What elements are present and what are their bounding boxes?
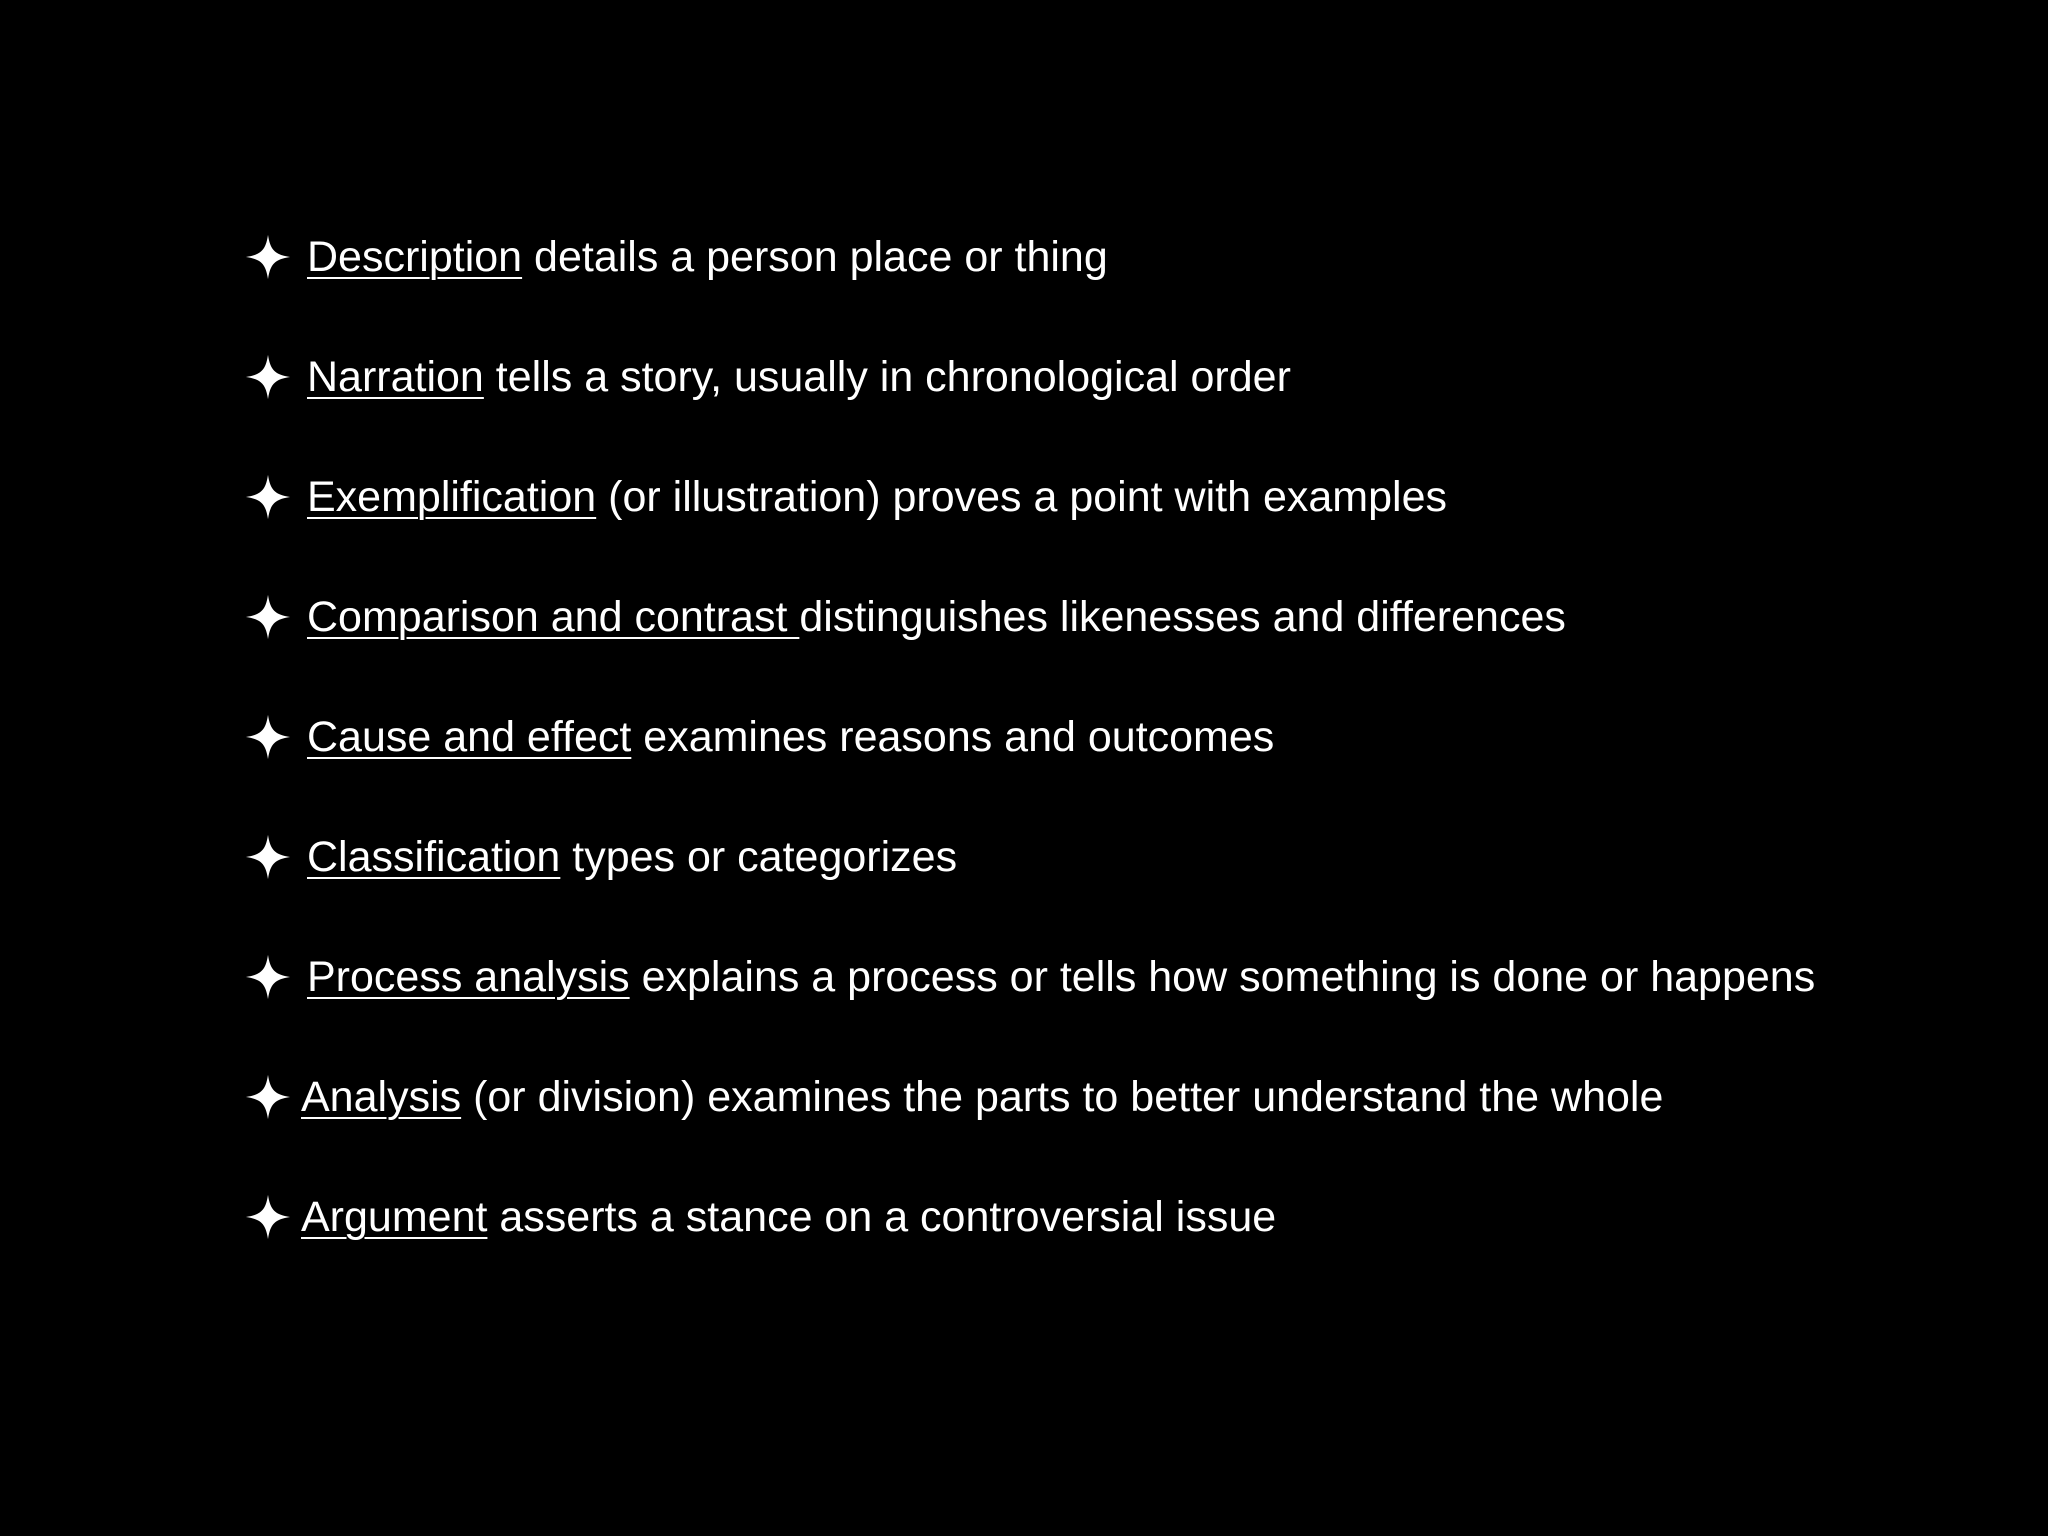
list-item — [245, 702, 1945, 822]
bullet-list — [245, 222, 1945, 1302]
term-label: Narration — [307, 353, 484, 401]
term-label: Cause and effect — [307, 713, 632, 761]
list-item — [245, 222, 1945, 342]
list-item — [245, 942, 1945, 1062]
term-label: Exemplification — [307, 473, 597, 521]
four-point-star-icon — [245, 1182, 301, 1252]
four-point-star-icon — [245, 702, 307, 772]
term-label: Analysis — [301, 1073, 462, 1121]
list-item — [245, 1062, 1945, 1182]
item-description: asserts a stance on a controversial issue — [487, 1193, 1277, 1241]
term-label: Classification — [307, 833, 561, 881]
four-point-star-icon — [245, 222, 307, 292]
list-item — [245, 822, 1945, 942]
list-item — [245, 582, 1945, 702]
item-description: tells a story, usually in chronological order — [483, 353, 1291, 401]
item-description: explains a process or tells how something is done or happens — [629, 953, 1816, 1001]
four-point-star-icon — [245, 822, 307, 892]
item-description: (or illustration) proves a point with examples — [596, 473, 1447, 521]
list-item — [245, 1182, 1945, 1302]
item-description: (or division) examines the parts to better understand the whole — [461, 1073, 1664, 1121]
term-label: Description — [307, 233, 523, 281]
four-point-star-icon — [245, 582, 307, 652]
item-description: types or categorizes — [560, 833, 958, 881]
term-label: Process analysis — [307, 953, 630, 1001]
item-description: details a person place or thing — [522, 233, 1108, 281]
four-point-star-icon — [245, 342, 307, 412]
item-description: distinguishes likenesses and differences — [799, 593, 1566, 641]
list-item — [245, 342, 1945, 462]
four-point-star-icon — [245, 942, 307, 1012]
list-item — [245, 462, 1945, 582]
term-label: Comparison and contrast — [307, 593, 800, 641]
item-description: examines reasons and outcomes — [631, 713, 1275, 761]
four-point-star-icon — [245, 462, 307, 532]
four-point-star-icon — [245, 1062, 301, 1132]
term-label: Argument — [301, 1193, 488, 1241]
